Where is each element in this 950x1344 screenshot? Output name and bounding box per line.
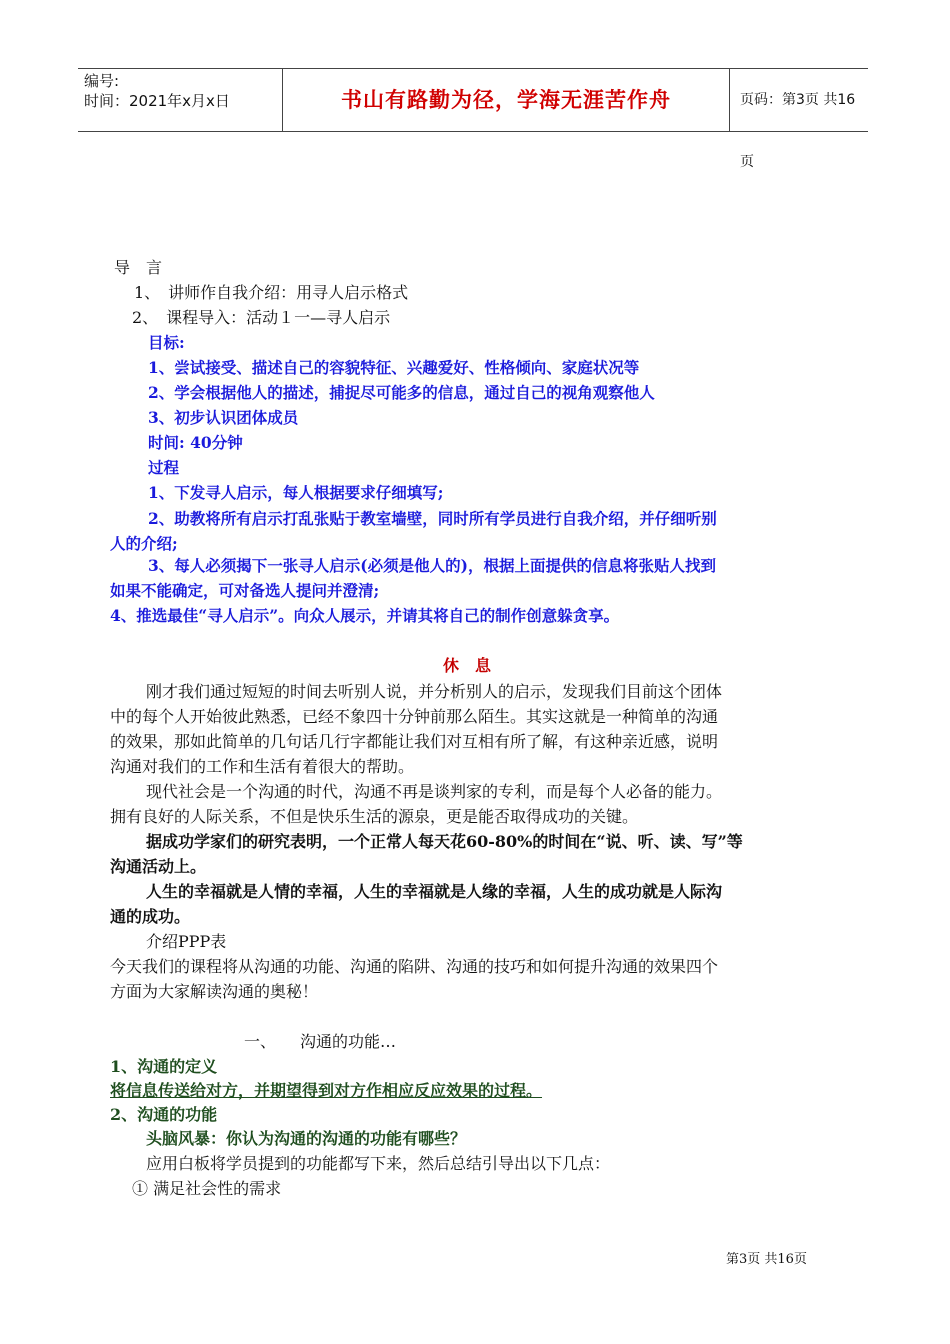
page-header (78, 68, 868, 170)
rest-p2-line2: 拥有良好的人际关系，不但是快乐生活的源泉，更是能否取得成功的关键。 (110, 807, 639, 826)
document-number: 编号: (84, 72, 120, 90)
process-step-2b: 人的介绍; (110, 534, 178, 553)
brainstorm-question: 头脑风暴：你认为沟通的沟通的功能有哪些？ (146, 1129, 467, 1148)
process-step-3b: 如果不能确定，可对备选人提问并澄清; (110, 581, 380, 600)
intro-item-2: 2、 课程导入：活动１一—寻人启示 (132, 308, 391, 327)
document-time: 时间：2021年x月x日 (84, 92, 230, 110)
process-step-4: 4、推选最佳“寻人启示”。向众人展示，并请其将自己的制作创意躲贪享。 (110, 606, 620, 625)
function-title: 2、沟通的功能 (110, 1105, 218, 1124)
definition-text: 将信息传送给对方，并期望得到对方作相应反应效果的过程。 (110, 1081, 543, 1100)
function-point-1: ① 满足社会性的需求 (132, 1179, 282, 1198)
process-title: 过程 (148, 458, 180, 477)
rest-p3-line2: 沟通活动上。 (110, 857, 207, 876)
intro-item-1: 1、 讲师作自我介绍：用寻人启示格式 (134, 283, 409, 302)
rest-p4-line2: 通的成功。 (110, 907, 191, 926)
goal-1: 1、尝试接受、描述自己的容貌特征、兴趣爱好、性格倾向、家庭状况等 (148, 358, 640, 377)
rest-p3-line1: 据成功学家们的研究表明，一个正常人每天花60-80%的时间在“说、听、读、写”等 (146, 832, 743, 851)
rest-p1-line1: 刚才我们通过短短的时间去听别人说，并分析别人的启示，发现我们目前这个团体 (146, 682, 723, 701)
header-page-number: 页码：第3页 共16页 (740, 92, 856, 170)
activity-time: 时间: 40分钟 (148, 433, 243, 452)
goal-2: 2、学会根据他人的描述，捕捉尽可能多的信息，通过自己的视角观察他人 (148, 383, 655, 402)
page-footer: 第3页 共16页 (726, 1252, 807, 1267)
rest-p6-line2: 方面为大家解读沟通的奥秘！ (110, 982, 319, 1001)
goal-3: 3、初步认识团体成员 (148, 408, 299, 427)
process-step-3a: 3、每人必须揭下一张寻人启示(必须是他人的)，根据上面提供的信息将张贴人找到 (148, 556, 716, 575)
process-step-2a: 2、助教将所有启示打乱张贴于教室墙壁，同时所有学员进行自我介绍，并仔细听别 (148, 509, 717, 528)
rest-p1-line2: 中的每个人开始彼此熟悉，已经不象四十分钟前那么陌生。其实这就是一种简单的沟通 (110, 707, 719, 726)
rest-p6-line1: 今天我们的课程将从沟通的功能、沟通的陷阱、沟通的技巧和如何提升沟通的效果四个 (110, 957, 719, 976)
rest-p1-line4: 沟通对我们的工作和生活有着很大的帮助。 (110, 757, 415, 776)
rest-p4-line1: 人生的幸福就是人情的幸福，人生的幸福就是人缘的幸福，人生的成功就是人际沟 (146, 882, 723, 901)
header-motto-cell (282, 69, 730, 131)
definition-title: 1、沟通的定义 (110, 1057, 218, 1076)
header-meta (78, 69, 282, 131)
rest-title: 休 息 (443, 656, 492, 675)
section-1-title: 一、 沟通的功能… (244, 1032, 397, 1051)
rest-p5: 介绍PPP表 (146, 932, 227, 951)
goal-title: 目标: (148, 333, 185, 352)
process-step-1: 1、下发寻人启示，每人根据要求仔细填写; (148, 483, 444, 502)
rest-p1-line3: 的效果，那如此简单的几句话几行字都能让我们对互相有所了解，有这种亲近感，说明 (110, 732, 719, 751)
rest-p2-line1: 现代社会是一个沟通的时代，沟通不再是谈判家的专利，而是每个人必备的能力。 (146, 782, 723, 801)
intro-title: 导 言 (114, 258, 163, 277)
whiteboard-instruction: 应用白板将学员提到的功能都写下来，然后总结引导出以下几点： (146, 1154, 611, 1173)
header-motto: 书山有路勤为径，学海无涯苦作舟 (341, 87, 671, 112)
